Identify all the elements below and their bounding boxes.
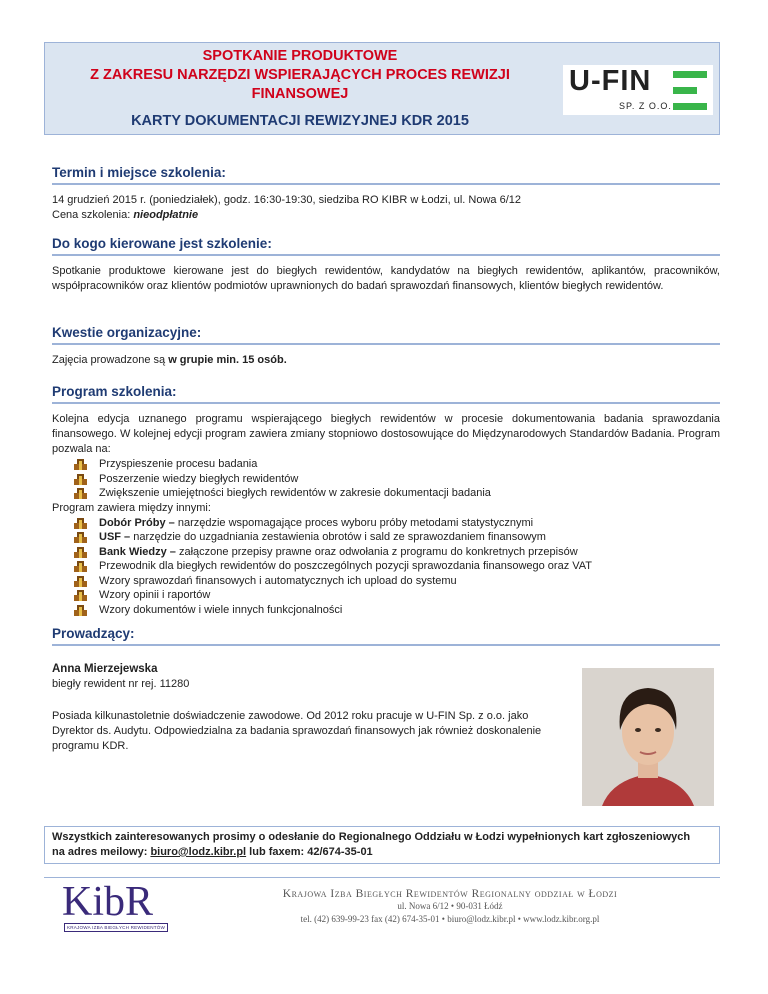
section-title: Do kogo kierowane jest szkolenie: xyxy=(52,236,720,256)
allows-list xyxy=(52,457,720,501)
bullet-icon xyxy=(74,590,87,601)
trainer-role: biegły rewident nr rej. 11280 xyxy=(52,678,190,690)
email-link[interactable]: biuro@lodz.kibr.pl xyxy=(150,846,247,858)
title-line-1: SPOTKANIE PRODUKTOWE xyxy=(202,48,398,64)
ufin-logo xyxy=(563,65,713,115)
section-title: Termin i miejsce szkolenia: xyxy=(52,165,720,185)
title-line-3: FINANSOWEJ xyxy=(251,86,349,102)
trainer-name: Anna Mierzejewska xyxy=(52,663,158,675)
list-item: USF – narzędzie do uzgadniania zestawienia obrotów i sald ze sprawozdaniem finansowym xyxy=(74,530,720,545)
kibr-logo xyxy=(62,879,172,934)
footer-contacts: tel. (42) 639-99-23 fax (42) 674-35-01 • biuro@lodz.kibr.pl • www.lodz.kibr.org.pl xyxy=(300,914,600,924)
section-title: Program szkolenia: xyxy=(52,384,720,404)
price-value: nieodpłatnie xyxy=(133,209,199,221)
notice-line-1: Wszystkich zainteresowanych prosimy o odesłanie do Regionalnego Oddziału w Łodzi wypełnionych kart zgłoszeniowych xyxy=(52,831,691,843)
section-title: Kwestie organizacyjne: xyxy=(52,325,720,345)
list-item: Wzory sprawozdań finansowych i automatycznych ich upload do systemu xyxy=(74,574,720,589)
section-kwestie xyxy=(52,325,720,368)
bullet-icon xyxy=(74,576,87,587)
portrait-image xyxy=(582,668,714,806)
org-prefix: Zajęcia prowadzone są xyxy=(52,354,169,366)
bullet-icon xyxy=(74,547,87,558)
list-item: Przyspieszenie procesu badania xyxy=(74,457,720,472)
section-kogo xyxy=(52,236,720,294)
section-body xyxy=(52,193,720,223)
notice-line-2: na adres meilowy: biuro@lodz.kibr.pl lub faxem: 42/674-35-01 xyxy=(52,846,373,858)
logo-bar-1 xyxy=(673,71,707,78)
section-termin xyxy=(52,165,720,223)
date-place: 14 grudzień 2015 r. (poniedziałek), godz. 16:30-19:30, siedziba RO KIBR w Łodzi, ul. Nowa 6/12 xyxy=(52,194,521,206)
event-subtitle: KARTY DOKUMENTACJI REWIZYJNEJ KDR 2015 xyxy=(131,113,469,129)
list-item: Dobór Próby – narzędzie wspomagające proces wyboru próby metodami statystycznymi xyxy=(74,516,720,531)
section-program xyxy=(52,384,720,617)
program-intro: Kolejna edycja uznanego programu wspierającego biegłych rewidentów w procesie dokumentowania badania sprawozdania finansowego. W kolejnej edycji program zawiera zmiany stopniowo dostosowujące do Międzynarodowych Standardów Badania. Program pozwala na: xyxy=(52,413,720,455)
logo-text: U-FIN xyxy=(569,65,652,97)
logo-subtext: SP. Z O.O. xyxy=(619,101,672,111)
header-box xyxy=(44,42,720,135)
footer-org: Krajowa Izba Biegłych Rewidentów Regionalny oddział w Łodzi xyxy=(282,888,618,900)
bullet-icon xyxy=(74,518,87,529)
kibr-logo-text: KibR xyxy=(62,879,154,925)
bullet-icon xyxy=(74,459,87,470)
list-item: Poszerzenie wiedzy biegłych rewidentów xyxy=(74,472,720,487)
price-label: Cena szkolenia: xyxy=(52,209,134,221)
kibr-logo-subtext: KRAJOWA IZBA BIEGŁYCH REWIDENTÓW xyxy=(64,923,168,932)
trainer-bio: Posiada kilkunastoletnie doświadczenie zawodowe. Od 2012 roku pracuje w U-FIN Sp. z o.o. jako Dyrektor ds. Audytu. Odpowiedzialna za badania sprawozdań finansowych jak również doskonalenie programu KDR. xyxy=(52,710,542,752)
list-item: Zwiększenie umiejętności biegłych rewidentów w zakresie dokumentacji badania xyxy=(74,486,720,501)
event-title xyxy=(45,47,555,104)
contains-intro: Program zawiera między innymi: xyxy=(52,501,211,514)
contains-list xyxy=(52,516,720,618)
price-line xyxy=(52,208,720,223)
registration-notice xyxy=(44,826,720,864)
bullet-icon xyxy=(74,605,87,616)
logo-bar-3 xyxy=(673,103,707,110)
org-bold: w grupie min. 15 osób. xyxy=(168,354,287,366)
trainer-photo xyxy=(582,668,714,806)
bullet-icon xyxy=(74,474,87,485)
list-item: Przewodnik dla biegłych rewidentów do poszczególnych pozycji sprawozdania finansowego oraz VAT xyxy=(74,559,720,574)
footer-contact xyxy=(230,888,670,926)
logo-bar-2 xyxy=(673,87,697,94)
section-title: Prowadzący: xyxy=(52,626,720,646)
list-item: Wzory dokumentów i wiele innych funkcjonalności xyxy=(74,603,720,618)
program-body xyxy=(52,412,720,617)
title-line-2: Z ZAKRESU NARZĘDZI WSPIERAJĄCYCH PROCES REWIZJI xyxy=(90,67,510,83)
organization-text xyxy=(52,353,720,368)
list-item: Wzory opinii i raportów xyxy=(74,588,720,603)
bullet-icon xyxy=(74,561,87,572)
footer-address: ul. Nowa 6/12 • 90-031 Łódź xyxy=(397,901,503,911)
bullet-icon xyxy=(74,532,87,543)
bullet-icon xyxy=(74,488,87,499)
audience-text: Spotkanie produktowe kierowane jest do biegłych rewidentów, kandydatów na biegłych rewidentów, aplikantów, pracowników, współpracowników oraz klientów podmiotów uprawnionych do badań sprawozdań finansowych, klientów biegłych rewidentów. xyxy=(52,265,720,292)
list-item: Bank Wiedzy – załączone przepisy prawne oraz odwołania z programu do konkretnych przepisów xyxy=(74,545,720,560)
